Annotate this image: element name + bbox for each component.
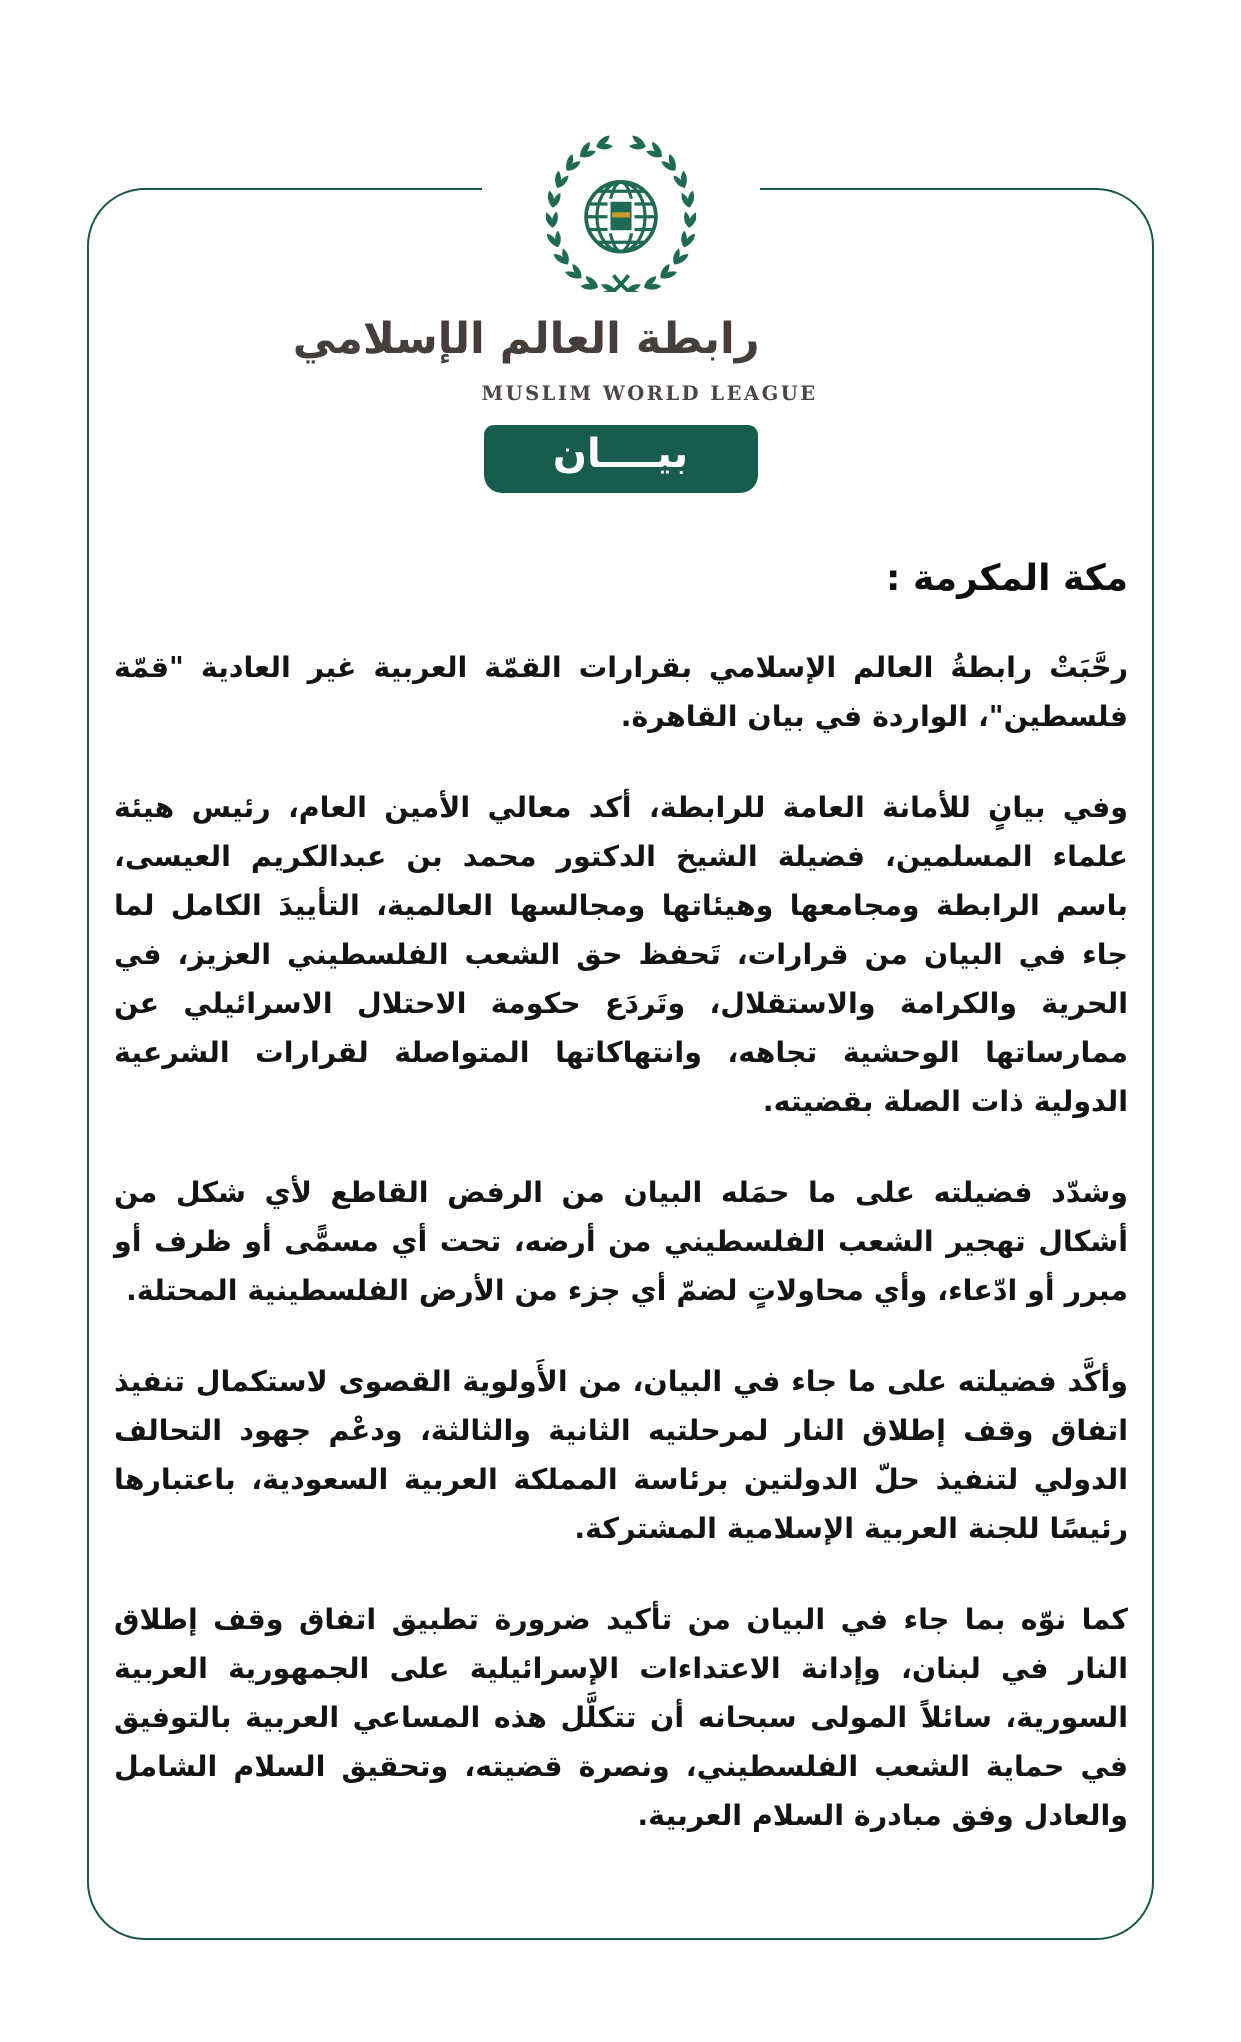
statement-paragraph: وأكَّد فضيلته على ما جاء في البيان، من الأَولوية القصوى لاستكمال تنفيذ اتفاق وقف إطلاق النار لمرحلتيه الثانية والثالثة، ودعْم جهود التحالف الدولي لتنفيذ حلّ الدولتين برئاسة المملكة العربية السعودية، باعتبارها رئيسًا للجنة العربية الإسلامية المشتركة. — [114, 1365, 1128, 1545]
statement-paragraph: وفي بيانٍ للأمانة العامة للرابطة، أكد معالي الأمين العام، رئيس هيئة علماء المسلمين، فضيلة الشيخ الدكتور محمد بن عبدالكريم العيسى، باسم الرابطة ومجامعها وهيئاتها ومجالسها العالمية، التأييدَ الكامل لما جاء في البيان من قرارات، تَحفظ حق الشعب الفلسطيني العزيز، في الحرية والكرامة والاستقلال، وتَردَع حكومة الاحتلال الاسرائيلي عن ممارساتها الوحشية تجاهه، وانتهاكاتها المتواصلة لقرارات الشرعية الدولية ذات الصلة بقضيته. — [114, 791, 1128, 1118]
statement-body — [114, 558, 1128, 1840]
dateline-heading: مكة المكرمة : — [886, 558, 1128, 599]
kaaba-icon — [607, 199, 634, 234]
mwl-emblem-icon — [546, 104, 696, 292]
org-name-english: MUSLIM WORLD LEAGUE — [481, 382, 818, 405]
mwl-logo-block — [292, 104, 818, 493]
statement-paragraph: وشدّد فضيلته على ما حمَله البيان من الرفض القاطع لأي شكل من أشكال تهجير الشعب الفلسطيني من أرضه، تحت أي مسمًّى أو ظرف أو مبرر أو ادّعاء، وأي محاولاتٍ لضمّ أي جزء من الأرض الفلسطينية المحتلة. — [114, 1176, 1128, 1307]
statement-banner — [484, 425, 758, 493]
statement-paragraph: كما نوّه بما جاء في البيان من تأكيد ضرورة تطبيق اتفاق وقف إطلاق النار في لبنان، وإدانة الاعتداءات الإسرائيلية على الجمهورية العربية السورية، سائلاً المولى سبحانه أن تتكلَّل هذه المساعي العربية بالتوفيق في حماية الشعب الفلسطيني، ونصرة قضيته، وتحقيق السلام الشامل والعادل وفق مبادرة السلام العربية. — [114, 1603, 1128, 1832]
org-name-arabic-calligraphy: رابطة العالم الإسلامي — [292, 314, 760, 364]
statement-paragraph: رحَّبَتْ رابطةُ العالم الإسلامي بقرارات القمّة العربية غير العادية "قمّة فلسطين"، الواردة في بيان القاهرة. — [114, 651, 1128, 733]
banner-label: بيــــان — [552, 431, 689, 477]
